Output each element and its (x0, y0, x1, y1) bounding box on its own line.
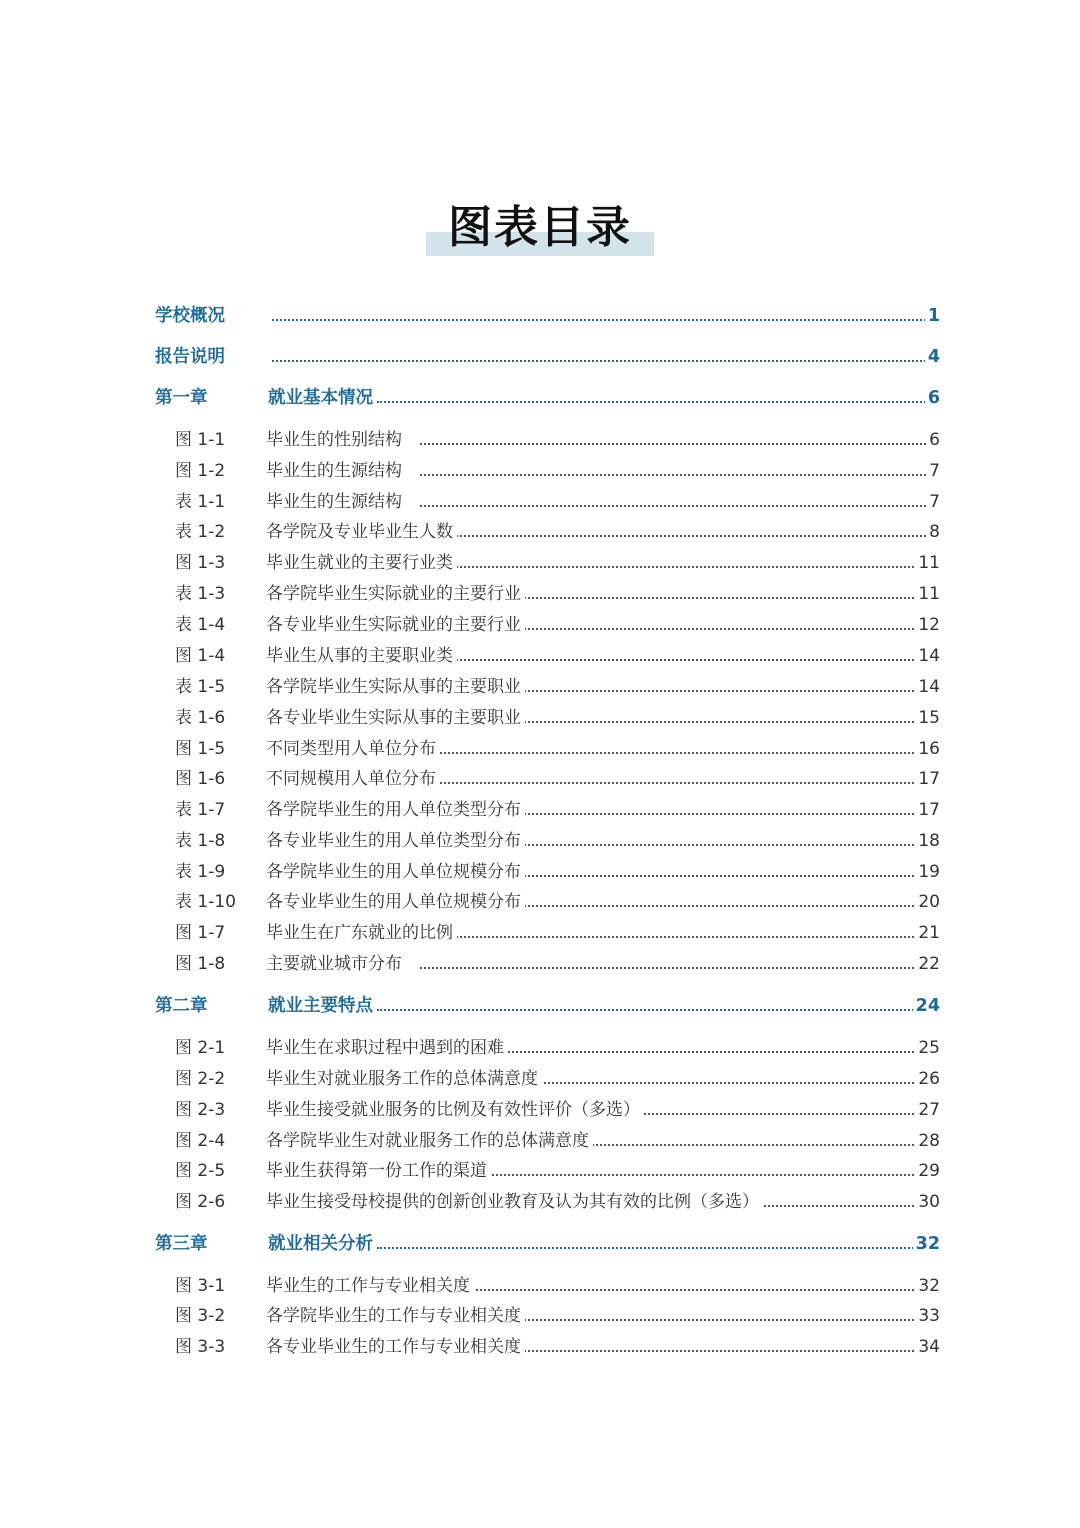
toc-entry-label: 图 1-8 (175, 954, 226, 974)
toc-dot-leader (377, 1247, 938, 1249)
toc-entry-title: 各专业毕业生的用人单位类型分布 (266, 828, 525, 854)
toc-figure-entry[interactable] (0, 1128, 1080, 1154)
toc-page-number: 17 (915, 766, 940, 792)
toc-entry-title: 不同类型用人单位分布 (266, 736, 440, 762)
toc-page-number: 24 (913, 993, 940, 1019)
toc-entry-label: 图 2-6 (175, 1192, 226, 1212)
toc-entry-label: 图 1-1 (175, 430, 226, 450)
toc-entry-label: 表 1-6 (175, 708, 226, 728)
toc-page-number: 7 (926, 489, 940, 515)
toc-figure-entry[interactable] (0, 674, 1080, 700)
toc-entry-label: 图 1-7 (175, 923, 226, 943)
toc-entry-label: 表 1-2 (175, 522, 226, 542)
page-title: 图表目录 (448, 202, 632, 253)
toc-figure-entry[interactable] (0, 1066, 1080, 1092)
toc-dot-leader (420, 1174, 938, 1176)
toc-figure-entry[interactable] (0, 828, 1080, 854)
toc-page-number: 14 (915, 643, 940, 669)
toc-figure-entry[interactable] (0, 581, 1080, 607)
toc-page-number: 29 (915, 1158, 940, 1184)
toc-figure-entry[interactable] (0, 1189, 1080, 1215)
toc-page-number: 22 (915, 951, 940, 977)
toc-figure-entry[interactable] (0, 643, 1080, 669)
toc-entry-label: 表 1-3 (175, 584, 226, 604)
toc-entry-title: 毕业生的工作与专业相关度 (266, 1273, 474, 1299)
toc-entry-label: 表 1-10 (175, 892, 236, 912)
toc-entry-label: 图 2-3 (175, 1100, 226, 1120)
toc-page-number: 32 (913, 1231, 940, 1257)
toc-figure-entry[interactable] (0, 766, 1080, 792)
toc-figure-entry[interactable] (0, 1303, 1080, 1329)
toc-entry-title: 毕业生在求职过程中遇到的困难 (266, 1035, 508, 1061)
toc-chapter-entry[interactable] (0, 993, 1080, 1019)
toc-dot-leader (420, 782, 938, 784)
toc-entry-label: 第二章 (155, 996, 208, 1016)
toc-entry-label: 图 3-3 (175, 1337, 226, 1357)
toc-figure-entry[interactable] (0, 736, 1080, 762)
toc-page-number: 19 (915, 859, 940, 885)
toc-page-number: 34 (915, 1334, 940, 1360)
toc-entry-label: 图 1-2 (175, 461, 226, 481)
toc-page-number: 27 (915, 1097, 940, 1123)
toc-figure-entry[interactable] (0, 705, 1080, 731)
toc-page-number: 26 (915, 1066, 940, 1092)
toc-entry-title: 各专业毕业生的用人单位规模分布 (266, 889, 525, 915)
toc-entry-title: 毕业生接受母校提供的创新创业教育及认为其有效的比例（多选） (266, 1189, 763, 1215)
toc-page-number: 8 (926, 519, 940, 545)
toc-page-number: 21 (915, 920, 940, 946)
toc-entry-label: 图 1-4 (175, 646, 226, 666)
toc-page-number: 16 (915, 736, 940, 762)
toc-entry-label: 表 1-9 (175, 862, 226, 882)
toc-entry-title: 各学院毕业生对就业服务工作的总体满意度 (266, 1128, 593, 1154)
toc-figure-entry[interactable] (0, 859, 1080, 885)
toc-figure-entry[interactable] (0, 920, 1080, 946)
toc-page-number: 1 (925, 303, 940, 329)
toc-entry-title: 各学院毕业生的工作与专业相关度 (266, 1303, 525, 1329)
toc-entry-title: 毕业生从事的主要职业类 (266, 643, 457, 669)
toc-entry-title: 各专业毕业生的工作与专业相关度 (266, 1334, 525, 1360)
toc-dot-leader (420, 443, 938, 445)
toc-dot-leader (420, 505, 938, 507)
toc-dot-leader (420, 936, 938, 938)
toc-figure-entry[interactable] (0, 1158, 1080, 1184)
toc-dot-leader (420, 566, 938, 568)
toc-entry-label: 图 2-2 (175, 1069, 226, 1089)
toc-entry-title: 毕业生的生源结构 (266, 458, 406, 484)
toc-figure-entry[interactable] (0, 427, 1080, 453)
toc-entry-title: 就业基本情况 (268, 385, 377, 411)
toc-chapter-entry[interactable] (0, 385, 1080, 411)
toc-entry-title: 各专业毕业生实际从事的主要职业 (266, 705, 525, 731)
toc-entry-label: 图 2-5 (175, 1161, 226, 1181)
toc-chapter-entry[interactable] (0, 1231, 1080, 1257)
toc-dot-leader (377, 1009, 938, 1011)
toc-page-number: 30 (915, 1189, 940, 1215)
toc-page-number: 6 (926, 427, 940, 453)
toc-entry-title: 各专业毕业生实际就业的主要行业 (266, 612, 525, 638)
toc-figure-entry[interactable] (0, 1097, 1080, 1123)
toc-entry-title: 各学院毕业生实际就业的主要行业 (266, 581, 525, 607)
toc-dot-leader (420, 752, 938, 754)
toc-entry-title: 毕业生对就业服务工作的总体满意度 (266, 1066, 542, 1092)
toc-page-number: 4 (925, 344, 940, 370)
toc-entry-label: 学校概况 (155, 306, 225, 326)
toc-chapter-entry[interactable] (0, 344, 1080, 370)
toc-dot-leader (272, 319, 938, 321)
toc-dot-leader (420, 1289, 938, 1291)
toc-page-number: 12 (915, 612, 940, 638)
page-title-block (0, 198, 1080, 258)
toc-entry-label: 图 3-2 (175, 1306, 226, 1326)
toc-dot-leader (272, 360, 938, 362)
toc-entry-title: 不同规模用人单位分布 (266, 766, 440, 792)
toc-entry-title: 毕业生的性别结构 (266, 427, 406, 453)
toc-page-number: 6 (925, 385, 940, 411)
toc-entry-label: 表 1-5 (175, 677, 226, 697)
toc-page-number: 14 (915, 674, 940, 700)
page-title-box (426, 198, 654, 258)
toc-dot-leader (420, 535, 938, 537)
toc-entry-title: 各学院毕业生的用人单位规模分布 (266, 859, 525, 885)
toc-entry-title: 毕业生的生源结构 (266, 489, 406, 515)
toc-entry-label: 图 1-5 (175, 739, 226, 759)
toc-entry-label: 报告说明 (155, 347, 225, 367)
toc-page-number: 7 (926, 458, 940, 484)
toc-entry-label: 图 2-1 (175, 1038, 226, 1058)
toc-page-number: 18 (915, 828, 940, 854)
toc-page-number: 25 (915, 1035, 940, 1061)
toc-page-number: 28 (915, 1128, 940, 1154)
toc-figure-entry[interactable] (0, 889, 1080, 915)
toc-entry-title: 毕业生获得第一份工作的渠道 (266, 1158, 491, 1184)
toc-entry-title: 就业主要特点 (268, 993, 377, 1019)
toc-dot-leader (377, 401, 938, 403)
toc-figure-entry[interactable] (0, 458, 1080, 484)
toc-figure-entry[interactable] (0, 550, 1080, 576)
toc-entry-label: 第一章 (155, 388, 208, 408)
toc-page-number: 11 (915, 581, 940, 607)
toc-page-number: 15 (915, 705, 940, 731)
toc-entry-label: 图 1-3 (175, 553, 226, 573)
toc-figure-entry[interactable] (0, 797, 1080, 823)
toc-page-number: 17 (915, 797, 940, 823)
toc-entry-title: 各学院毕业生的用人单位类型分布 (266, 797, 525, 823)
toc-entry-label: 表 1-4 (175, 615, 226, 635)
toc-entry-title: 各学院及专业毕业生人数 (266, 519, 457, 545)
toc-dot-leader (420, 659, 938, 661)
toc-entry-label: 表 1-8 (175, 831, 226, 851)
toc-dot-leader (420, 967, 938, 969)
toc-figure-entry[interactable] (0, 1334, 1080, 1360)
toc-figure-entry[interactable] (0, 489, 1080, 515)
toc-page-number: 20 (915, 889, 940, 915)
toc-figure-entry[interactable] (0, 1273, 1080, 1299)
toc-entry-label: 表 1-7 (175, 800, 226, 820)
toc-figure-entry[interactable] (0, 1035, 1080, 1061)
toc-page-number: 32 (915, 1273, 940, 1299)
toc-entry-label: 图 3-1 (175, 1276, 226, 1296)
toc-entry-title: 就业相关分析 (268, 1231, 377, 1257)
toc-figure-entry[interactable] (0, 519, 1080, 545)
toc-entry-title: 各学院毕业生实际从事的主要职业 (266, 674, 525, 700)
toc-entry-title: 毕业生接受就业服务的比例及有效性评价（多选） (266, 1097, 644, 1123)
toc-page-number: 11 (915, 550, 940, 576)
toc-chapter-entry[interactable] (0, 303, 1080, 329)
toc-dot-leader (420, 474, 938, 476)
toc-entry-label: 图 2-4 (175, 1131, 226, 1151)
toc-page-number: 33 (915, 1303, 940, 1329)
toc-entry-title: 毕业生在广东就业的比例 (266, 920, 457, 946)
toc-entry-label: 第三章 (155, 1234, 208, 1254)
toc-figure-entry[interactable] (0, 612, 1080, 638)
toc-entry-title: 主要就业城市分布 (266, 951, 406, 977)
toc-entry-label: 图 1-6 (175, 769, 226, 789)
toc-figure-entry[interactable] (0, 951, 1080, 977)
toc-entry-title: 毕业生就业的主要行业类 (266, 550, 457, 576)
toc-entry-label: 表 1-1 (175, 492, 226, 512)
